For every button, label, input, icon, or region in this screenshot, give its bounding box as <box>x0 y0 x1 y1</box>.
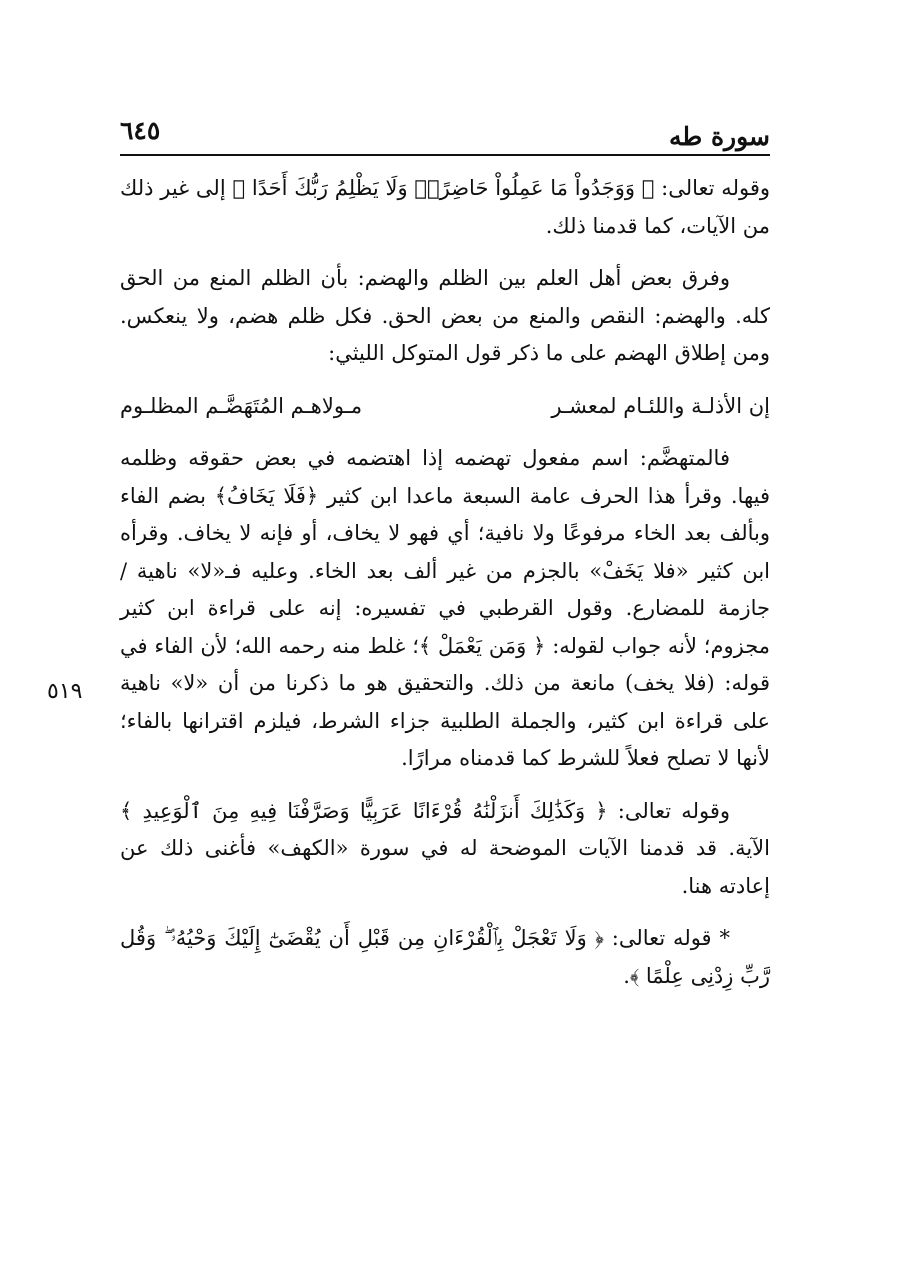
paragraph-4: وقوله تعالى: ﴿ وَكَذَٰلِكَ أَنزَلْنَٰهُ قُرْءَانًا عَرَبِيًّا وَصَرَّفْنَا فِيهِ مِنَ ٱلْوَعِيدِ ﴾ الآية. قد قدمنا الآيات الموضحة له في سورة «الكهف» فأغنى ذلك عن إعادته هنا. <box>120 798 770 898</box>
page-header <box>120 112 770 156</box>
paragraph-5: * قوله تعالى: ﴿ وَلَا تَعْجَلْ بِٱلْقُرْءَانِ مِن قَبْلِ أَن يُقْضَىٰٓ إِلَيْكَ وَحْيُهُۥ ۖ وَقُل رَّبِّ زِدْنِى عِلْمًا ﴾. <box>120 926 770 988</box>
paragraph-3: فالمتهضَّم: اسم مفعول تهضمه إذا اهتضمه في بعض حقوقه وظلمه فيها. وقرأ هذا الحرف عامة السبعة ماعدا ابن كثير ﴿فَلَا يَخَافُ﴾ بضم الفاء وبألف بعد الخاء مرفوعًا ولا نافية؛ أي فهو لا يخاف، أو فإنه لا يخاف. وقرأه ابن كثير «فلا يَخَفْ» بالجزم من غير ألف بعد الخاء. وعليه فـ«لا» ناهية / جازمة للمضارع. وقول القرطبي في تفسيره: إنه على قراءة ابن كثير مجزوم؛ لأنه جواب لقوله: ﴿ وَمَن يَعْمَلْ ﴾؛ غلط منه رحمه الله؛ لأن الفاء في قوله: (فلا يخف) مانعة من ذلك. والتحقيق هو ما ذكرنا من أن «لا» ناهية على قراءة ابن كثير، والجملة الطلبية جزاء الشرط، فيلزم اقترانها بالفاء؛ لأنها لا تصلح فعلاً للشرط كما قدمناه مرارًا. <box>120 446 771 770</box>
verse-second-hemistich: مـولاهـم المُتَهَضَّـم المظلـوم <box>120 393 363 418</box>
verse-first-hemistich: إن الأذلـة واللئـام لمعشـر <box>551 393 770 418</box>
paragraph-2: وفرق بعض أهل العلم بين الظلم والهضم: بأن الظلم المنع من الحق كله. والهضم: النقص والمنع من بعض الحق. فكل ظلم هضم، ولا ينعكس. ومن إطلاق الهضم على ما ذكر قول المتوكل الليثي: <box>120 266 770 365</box>
paragraph-1: وقوله تعالى: ﴿ وَوَجَدُواْ مَا عَمِلُواْ حَاضِرًاۗ وَلَا يَظْلِمُ رَبُّكَ أَحَدًا ﴾ إلى غير ذلك من الآيات، كما قدمنا ذلك. <box>120 176 770 238</box>
margin-volume-number: ٥١٩ <box>47 679 83 704</box>
page-body <box>120 170 770 1010</box>
surah-title: سورة طه <box>668 122 770 151</box>
poetry-verse <box>120 388 770 426</box>
page-number: ٦٤٥ <box>120 116 161 145</box>
